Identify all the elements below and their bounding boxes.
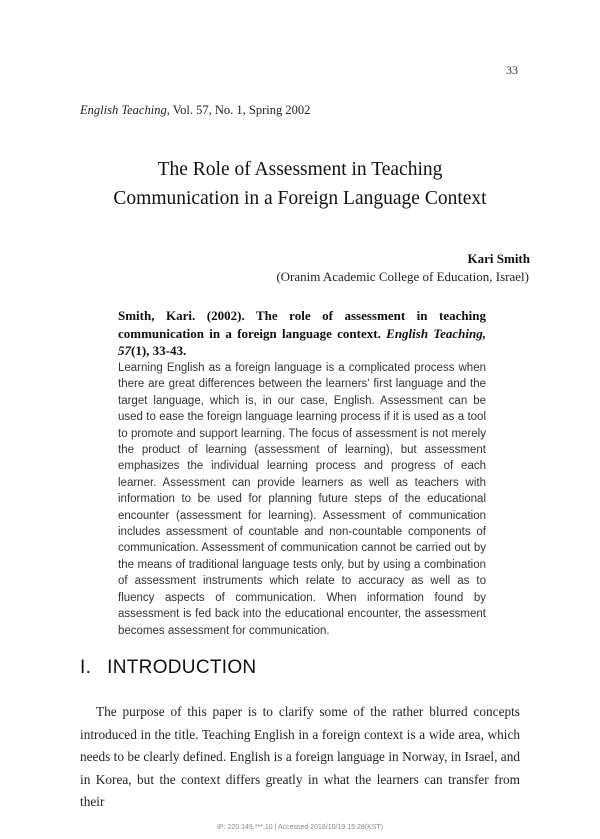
author-affiliation: (Oranim Academic College of Education, Israel) bbox=[276, 269, 529, 284]
paper-title bbox=[0, 155, 600, 213]
citation-text: Smith, Kari. (2002). The role of assessment in teaching communication in a foreign language context. bbox=[118, 308, 486, 341]
citation-issue-pages: (1), 33-43. bbox=[131, 343, 187, 358]
access-footer: IP: 220.149.***.10 | Accessed 2018/10/19 15:28(KST) bbox=[216, 824, 384, 831]
page-number: 33 bbox=[506, 63, 518, 77]
abstract: Learning English as a foreign language is a complicated process when there are great differences between the learners' first language and the target language, which is, in our case, English. Assessment can be used to ease the foreign language learning process if it is used as a tool to promote and support learning. The focus of assessment is not merely the product of learning (assessment of learning), but assessment emphasizes the individual learning process and progress of each learner. Assessment can provide learners as well as teachers with information to be used for planning future steps of the educational encounter (assessment for learning). Assessment of communication includes assessment of countable and non-countable components of communication. Assessment of communication cannot be carried out by the means of traditional language tests only, but by using a combination of assessment instruments which relate to accuracy as well as to fluency aspects of communication. When information found by assessment is fed back into the educational encounter, the assessment becomes assessment for communication. bbox=[118, 362, 486, 637]
section-number: I. bbox=[80, 657, 92, 678]
citation-volume: 57 bbox=[118, 343, 131, 358]
body-paragraph: The purpose of this paper is to clarify some of the rather blurred concepts introduced in the title. Teaching English in a foreign context is a wide area, which needs to be clearly defined. English is a foreign language in Norway, in Israel, and in Korea, but the context differs greatly in what the learners can transfer from their bbox=[80, 704, 520, 809]
journal-name: English Teaching, bbox=[80, 103, 170, 117]
citation-journal: English Teaching, bbox=[386, 325, 486, 341]
citation bbox=[118, 307, 486, 360]
title-line-1: The Role of Assessment in Teaching bbox=[157, 159, 443, 180]
journal-header bbox=[80, 103, 310, 118]
author-name: Kari Smith bbox=[467, 251, 530, 266]
section-title: INTRODUCTION bbox=[107, 657, 257, 678]
section-heading bbox=[80, 657, 256, 679]
journal-details: Vol. 57, No. 1, Spring 2002 bbox=[172, 103, 311, 117]
title-line-2: Communication in a Foreign Language Context bbox=[113, 188, 487, 209]
